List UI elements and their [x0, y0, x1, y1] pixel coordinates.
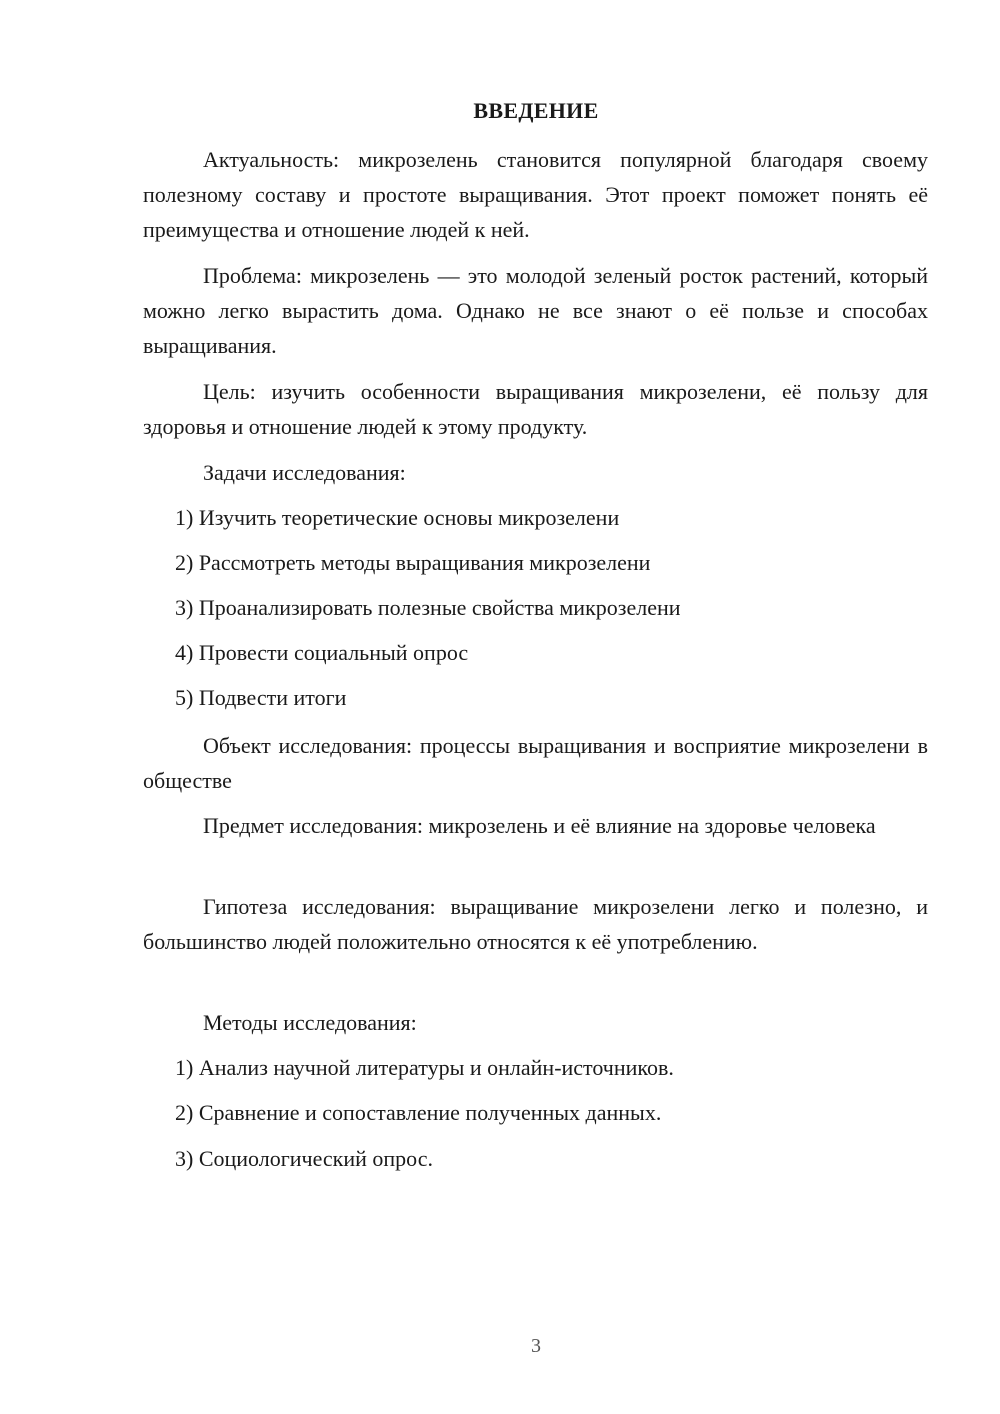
paragraph-hypothesis: Гипотеза исследования: выращивание микрозелени легко и полезно, и большинство людей положительно относятся к её употреблению.	[143, 894, 928, 954]
task-item-4: 4) Провести социальный опрос	[175, 640, 469, 665]
task-item-2: 2) Рассмотреть методы выращивания микрозелени	[175, 550, 651, 575]
paragraph-problem: Проблема: микрозелень — это молодой зеленый росток растений, который можно легко вырастить дома. Однако не все знают о её пользе и способах выращивания.	[143, 263, 928, 358]
method-item-2: 2) Сравнение и сопоставление полученных данных.	[175, 1100, 662, 1125]
page-number: 3	[531, 1335, 541, 1357]
task-item-3: 3) Проанализировать полезные свойства микрозелени	[175, 595, 681, 620]
paragraph-object: Объект исследования: процессы выращивания и восприятие микрозелени в обществе	[143, 733, 928, 793]
method-item-3: 3) Социологический опрос.	[175, 1146, 433, 1171]
methods-heading: Методы исследования:	[203, 1010, 417, 1035]
paragraph-goal: Цель: изучить особенности выращивания микрозелени, её пользу для здоровья и отношение людей к этому продукту.	[143, 379, 928, 439]
task-item-5: 5) Подвести итоги	[175, 685, 347, 710]
task-item-1: 1) Изучить теоретические основы микрозелени	[175, 505, 620, 530]
page-title: ВВЕДЕНИЕ	[473, 98, 599, 123]
paragraph-subject: Предмет исследования: микрозелень и её влияние на здоровье человека	[203, 813, 876, 838]
paragraph-relevance: Актуальность: микрозелень становится популярной благодаря своему полезному составу и простоте выращивания. Этот проект поможет понять её преимущества и отношение людей к ней.	[143, 147, 928, 242]
method-item-1: 1) Анализ научной литературы и онлайн-источников.	[175, 1055, 674, 1080]
tasks-heading: Задачи исследования:	[203, 460, 406, 485]
